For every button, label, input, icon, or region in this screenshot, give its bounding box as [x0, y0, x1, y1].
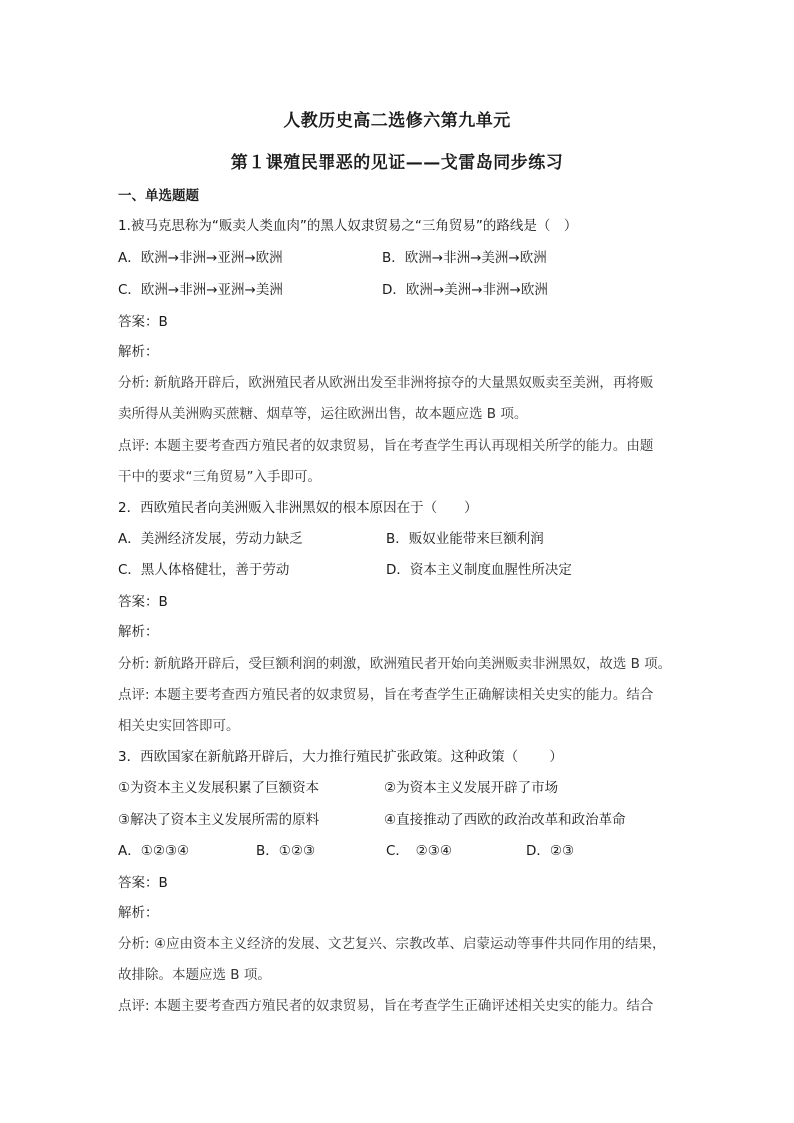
question-3-statements-row-1: [118, 778, 678, 798]
question-3-statement-2: ②为资本主义发展开辟了市场: [384, 780, 559, 796]
question-2-option-d: D．资本主义制度血腥性所决定: [386, 562, 572, 578]
question-1-options-row-1: [118, 248, 678, 268]
question-1-comment-line-2: 干中的要求“三角贸易”入手即可。: [118, 469, 321, 485]
question-1-analysis-line-1: 分析: 新航路开辟后，欧洲殖民者从欧洲出发至非洲将掠夺的大量黑奴贩卖至美洲，再将贩: [118, 375, 654, 391]
document-title: 人教历史高二选修六第九单元: [283, 111, 511, 131]
question-1-option-d: D．欧洲→美洲→非洲→欧洲: [382, 282, 548, 298]
document-subtitle: 第１课殖民罪恶的见证——戈雷岛同步练习: [230, 153, 564, 173]
question-1-option-a: A．欧洲→非洲→亚洲→欧洲: [118, 250, 283, 266]
question-3-comment-line-1: 点评: 本题主要考查西方殖民者的奴隶贸易，旨在考查学生正确评述相关史实的能力。结合: [118, 998, 654, 1014]
question-1-option-b: B．欧洲→非洲→美洲→欧洲: [382, 250, 547, 266]
question-3-analysis-line-2: 故排除。本题应选 B 项。: [118, 967, 271, 983]
question-2-options-row-2: [118, 560, 678, 580]
question-3-analysis-label: 解析：: [118, 905, 159, 921]
question-3-statements-row-2: [118, 810, 678, 830]
question-3-option-b: B．①②③: [256, 843, 316, 859]
question-3-analysis-line-1: 分析: ④应由资本主义经济的发展、文艺复兴、宗教改革、启蒙运动等事件共同作用的结果，: [118, 936, 666, 952]
question-2-analysis-line-1: 分析: 新航路开辟后，受巨额利润的刺激，欧洲殖民者开始向美洲贩卖非洲黑奴，故选 B 项。: [118, 656, 672, 672]
question-2-option-a: A．美洲经济发展，劳动力缺乏: [118, 531, 303, 547]
question-1-option-c: C．欧洲→非洲→亚洲→美洲: [118, 282, 283, 298]
question-2-option-b: B．贩奴业能带来巨额利润: [386, 531, 544, 547]
question-3-stem: 3．西欧国家在新航路开辟后，大力推行殖民扩张政策。这种政策（ ）: [118, 749, 563, 765]
question-2-stem: 2．西欧殖民者向美洲贩入非洲黑奴的根本原因在于（ ）: [118, 500, 478, 516]
question-1-stem: 1.被马克思称为“贩卖人类血肉”的黑人奴隶贸易之“三角贸易”的路线是（ ）: [118, 218, 578, 234]
question-1-comment-line-1: 点评: 本题主要考查西方殖民者的奴隶贸易，旨在考查学生再认再现相关所学的能力。由题: [118, 438, 654, 454]
question-2-answer: 答案：B: [118, 594, 168, 610]
question-3-option-a: A．①②③④: [118, 843, 190, 859]
question-2-options-row-1: [118, 529, 678, 549]
question-3-option-c: C． ②③④: [386, 843, 452, 859]
question-3-option-d: D．②③: [526, 843, 575, 859]
question-1-analysis-label: 解析：: [118, 344, 159, 360]
question-3-statement-4: ④直接推动了西欧的政治改革和政治革命: [384, 812, 626, 828]
question-1-answer: 答案：B: [118, 314, 168, 330]
question-3-options-row: [118, 841, 678, 861]
question-2-option-c: C．黑人体格健壮，善于劳动: [118, 562, 290, 578]
question-2-comment-line-2: 相关史实回答即可。: [118, 718, 240, 734]
question-3-statement-1: ①为资本主义发展积累了巨额资本: [118, 780, 320, 796]
question-3-statement-3: ③解决了资本主义发展所需的原料: [118, 812, 320, 828]
question-1-options-row-2: [118, 280, 678, 300]
question-2-analysis-label: 解析：: [118, 624, 159, 640]
question-2-comment-line-1: 点评: 本题主要考查西方殖民者的奴隶贸易，旨在考查学生正确解读相关史实的能力。结合: [118, 687, 654, 703]
question-3-answer: 答案：B: [118, 875, 168, 891]
section-heading: 一、单选题题: [118, 188, 199, 204]
question-1-analysis-line-2: 卖所得从美洲购买蔗糖、烟草等，运往欧洲出售，故本题应选 B 项。: [118, 406, 528, 422]
